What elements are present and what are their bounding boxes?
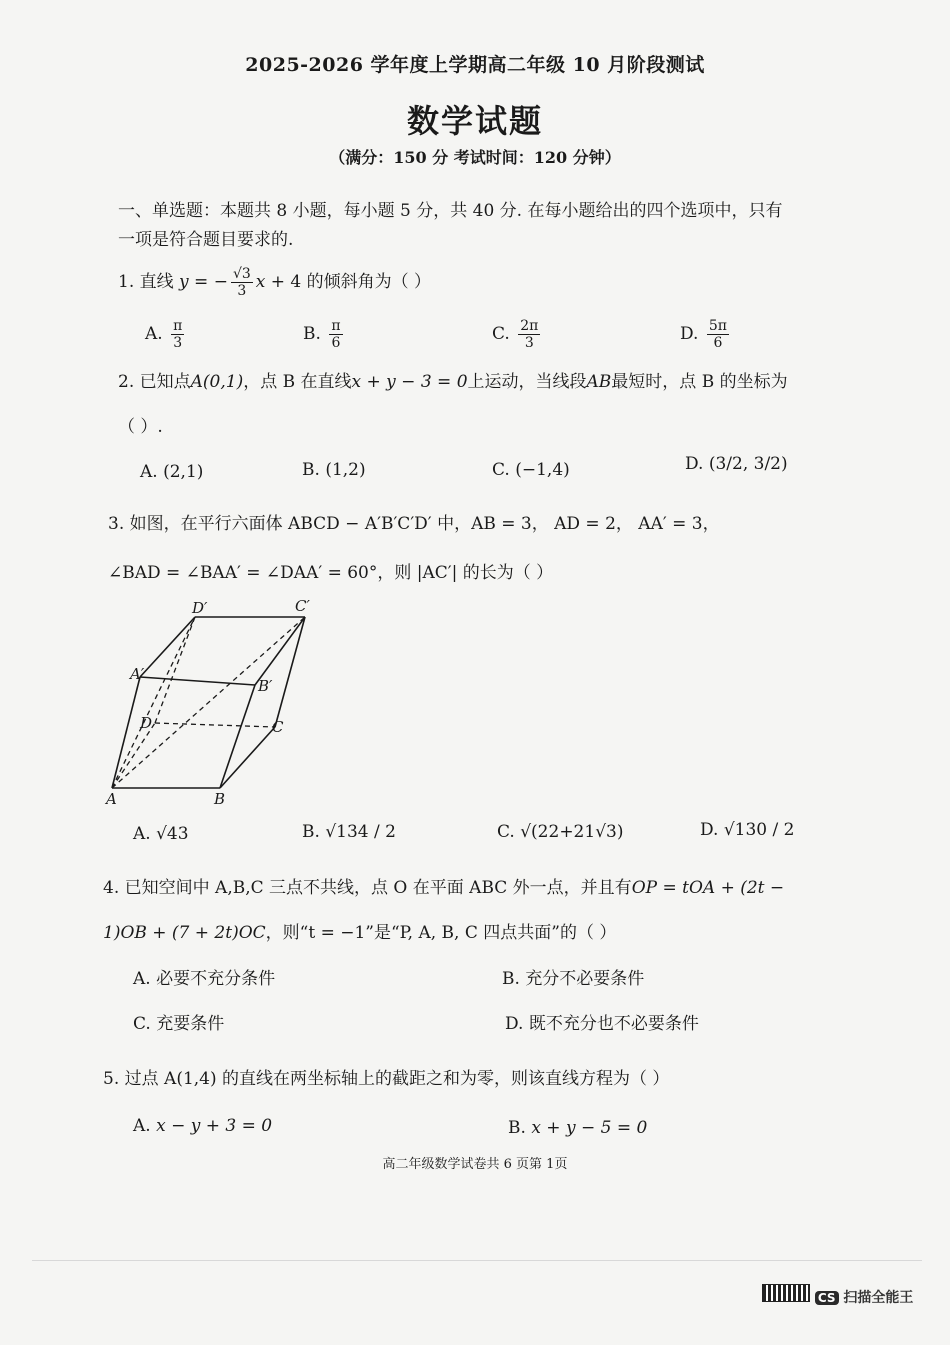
- q2-option-d[interactable]: D. (3/2, 3/2): [685, 454, 788, 474]
- question-1: 1. 直线 y = − $\frac{√3}{3}$ x + 4 的倾斜角为（ ）: [118, 266, 432, 299]
- label-c: C: [272, 718, 284, 736]
- q4-option-b[interactable]: B. 充分不必要条件: [502, 969, 645, 989]
- section-heading-line2: 一项是符合题目要求的.: [118, 230, 294, 250]
- page-footer: 高二年级数学试卷共 6 页第 1页: [382, 1157, 568, 1172]
- question-5: 5. 过点 A(1,4) 的直线在两坐标轴上的截距之和为零，则该直线方程为（ ）: [103, 1069, 670, 1089]
- question-2: 2. 已知点A(0,1)，点 B 在直线x + y − 3 = 0上运动，当线段AB最短时，点 B 的坐标为: [118, 372, 788, 392]
- diagonal-a-c1: [112, 617, 305, 788]
- label-a: A: [106, 790, 117, 808]
- q2-option-a[interactable]: A. (2,1): [140, 462, 204, 482]
- diagonal-a-d1: [112, 617, 195, 788]
- question-4-line2: 1)OB + (7 + 2t)OC，则“t = −1”是“P, A, B, C 四点共面”的（ ）: [103, 923, 617, 943]
- q3-option-a[interactable]: A. √43: [133, 824, 189, 844]
- label-d: D: [140, 714, 153, 732]
- exam-subtitle: （满分：150 分 考试时间：120 分钟）: [329, 148, 621, 167]
- edge-d-c: [155, 723, 275, 727]
- scanner-logo-badge: CS: [815, 1291, 839, 1305]
- label-a1: A′: [130, 665, 145, 683]
- edge-c-c1: [275, 617, 305, 727]
- q3-option-d[interactable]: D. √130 / 2: [700, 820, 795, 840]
- page-title: 数学试题: [406, 102, 543, 140]
- edge-a1-d1: [140, 617, 195, 677]
- question-3-line1: 3. 如图，在平行六面体 ABCD − A′B′C′D′ 中，AB = 3， AD = 2， AA′ = 3，: [108, 514, 720, 534]
- exam-header: 2025-2026 学年度上学期高二年级 10 月阶段测试: [245, 54, 705, 76]
- qr-code-icon: [762, 1284, 810, 1302]
- question-text: 直线: [139, 272, 174, 292]
- q4-option-c[interactable]: C. 充要条件: [133, 1014, 225, 1034]
- section-heading-line1: 一、单选题：本题共 8 小题，每小题 5 分，共 40 分. 在每小题给出的四个选项中，只有: [118, 201, 783, 221]
- edge-a-a1: [112, 677, 140, 788]
- edge-b-b1: [220, 685, 255, 788]
- q2-option-b[interactable]: B. (1,2): [302, 460, 366, 480]
- question-number: 1.: [118, 272, 135, 292]
- edge-d-d1: [155, 617, 195, 723]
- q5-option-b[interactable]: B. x + y − 5 = 0: [508, 1118, 648, 1138]
- edge-b-c: [220, 727, 275, 788]
- question-text: 的倾斜角为（ ）: [306, 272, 432, 292]
- edge-c1-b1: [255, 617, 305, 685]
- q3-option-b[interactable]: B. √134 / 2: [302, 822, 396, 842]
- q2-option-c[interactable]: C. (−1,4): [492, 460, 570, 480]
- q1-option-d[interactable]: D. $\frac{5\pi}{6}$: [680, 318, 727, 351]
- q4-option-a[interactable]: A. 必要不充分条件: [133, 969, 276, 989]
- question-3-line2: ∠BAD = ∠BAA′ = ∠DAA′ = 60°，则 |AC′| 的长为（ ）: [108, 563, 554, 583]
- scanner-watermark: [762, 1284, 913, 1307]
- label-b: B: [214, 790, 226, 808]
- q1-option-c[interactable]: C. $\frac{2\pi}{3}$: [492, 318, 539, 351]
- q3-option-c[interactable]: C. √(22+21√3): [497, 822, 624, 842]
- q1-option-a[interactable]: A. $\frac{\pi}{3}$: [145, 318, 183, 351]
- q5-option-a[interactable]: A. x − y + 3 = 0: [133, 1116, 273, 1136]
- scan-edge-divider: [32, 1260, 922, 1261]
- question-2-blank: （ ）.: [118, 417, 163, 437]
- question-4-line1: 4. 已知空间中 A,B,C 三点不共线，点 O 在平面 ABC 外一点，并且有OP = tOA + (2t −: [103, 878, 785, 898]
- q4-option-d[interactable]: D. 既不充分也不必要条件: [505, 1014, 699, 1034]
- label-c1: C′: [295, 597, 310, 615]
- edge-a1-b1: [140, 677, 255, 685]
- q1-option-b[interactable]: B. $\frac{\pi}{6}$: [303, 318, 341, 351]
- parallelepiped-figure: [100, 595, 330, 810]
- scanner-app-name: 扫描全能王: [843, 1290, 914, 1306]
- label-b1: B′: [258, 677, 273, 695]
- label-d1: D′: [192, 599, 208, 617]
